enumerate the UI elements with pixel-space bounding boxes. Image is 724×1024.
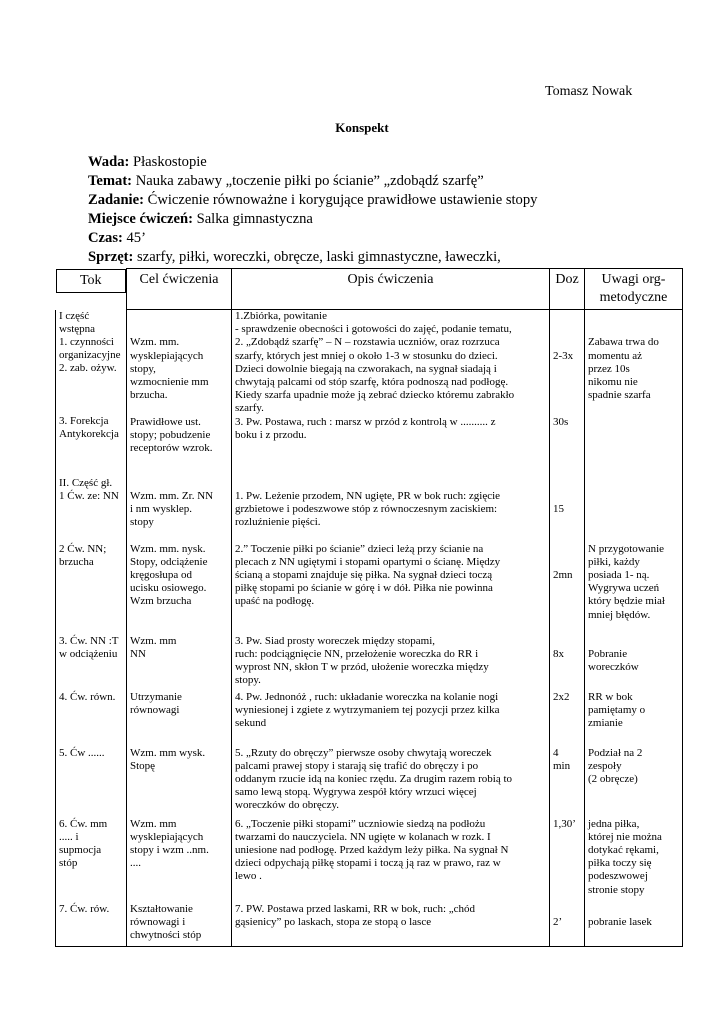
header-opis: Opis ćwiczenia — [232, 269, 550, 310]
document-title: Konspekt — [335, 120, 389, 135]
lesson-meta — [88, 153, 537, 267]
cell-uwagi: RR w bok pamiętamy o zmianie — [585, 691, 683, 747]
header-cel: Cel ćwiczenia — [127, 269, 232, 310]
cell-cel: Wzm. mm. Zr. NN i nm wysklep. stopy — [127, 477, 232, 543]
cell-opis: 1.Zbiórka, powitanie - sprawdzenie obecności i gotowości do zajęć, podanie tematu, 2. „Zdobądź szarfę” – N – rozstawia uczniów, oraz rozrzuca szarfy, których jest mniej o około 1-3 w stosunku do dzieci. Dzieci dowolnie biegają na czworakach, na sygnał siadają i chwytają palcami od stóp szarfę, która podnoszą nad podłogę. Kiedy szarfa upadnie może ją zebrać dziecko któremu zabrakło szarfy. 3. Pw. Postawa, ruch : marsz w przód z kontrolą w .......... z boku i z przodu. — [232, 310, 550, 477]
cell-doz: 8x — [550, 635, 585, 691]
cell-cel: Wzm. mm NN — [127, 635, 232, 691]
cell-opis: 7. PW. Postawa przed laskami, RR w bok, ruch: „chód gąsienicy” po laskach, stopa ze stopą o lasce — [232, 903, 550, 947]
table-header-row — [56, 269, 683, 310]
cell-cel: Wzm. mm wysk. Stopę — [127, 747, 232, 818]
table-row — [56, 691, 683, 747]
cell-uwagi — [585, 477, 683, 543]
cell-cel: Kształtowanie równowagi i chwytności stóp — [127, 903, 232, 947]
cell-tok: II. Część gł. 1 Ćw. ze: NN — [56, 477, 127, 543]
cell-opis: 4. Pw. Jednonóż , ruch: układanie woreczka na kolanie nogi wyniesionej i zgiete z wytrzymaniem tej pozycji przez kilka sekund — [232, 691, 550, 747]
cell-tok: 5. Ćw ...... — [56, 747, 127, 818]
header-doz: Doz — [550, 269, 585, 310]
cell-cel: Wzm. mm wysklepiających stopy i wzm ..nm. .... — [127, 818, 232, 903]
meta-zadanie: Zadanie: Ćwiczenie równoważne i korygujące prawidłowe ustawienie stopy — [88, 192, 538, 208]
table-row — [56, 310, 683, 477]
cell-opis: 3. Pw. Siad prosty woreczek między stopami, ruch: podciągnięcie NN, przełożenie woreczka do RR i wyprost NN, skłon T w przód, ułożenie woreczka między stopy. — [232, 635, 550, 691]
meta-temat: Temat: Nauka zabawy „toczenie piłki po ścianie” „zdobądź szarfę” — [88, 173, 484, 189]
cell-doz: 2-3x 30s — [550, 310, 585, 477]
meta-czas: Czas: 45’ — [88, 230, 146, 246]
cell-cel: Utrzymanie równowagi — [127, 691, 232, 747]
cell-tok: 7. Ćw. rów. — [56, 903, 127, 947]
cell-opis: 2.” Toczenie piłki po ścianie” dzieci leżą przy ścianie na plecach z NN ugiętymi i stopami opartymi o ścianę. Między ścianą a stopami znajduje się piłka. Na sygnał dzieci toczą piłkę stopami po ścianie w górę i w dół. Piłka nie powinna upaść na podłogę. — [232, 543, 550, 635]
cell-tok: 4. Ćw. równ. — [56, 691, 127, 747]
header-uwagi: Uwagi org- metodyczne — [585, 269, 683, 310]
cell-doz: 15 — [550, 477, 585, 543]
cell-doz: 1,30’ — [550, 818, 585, 903]
meta-sprzet: Sprzęt: szarfy, piłki, woreczki, obręcze, laski gimnastyczne, ławeczki, — [88, 249, 501, 265]
cell-cel: Wzm. mm. wysklepiających stopy, wzmocnienie mm brzucha. Prawidłowe ust. stopy; pobudzenie receptorów wzrok. — [127, 310, 232, 477]
meta-miejsce: Miejsce ćwiczeń: Salka gimnastyczna — [88, 211, 313, 227]
table-row — [56, 477, 683, 543]
cell-doz: 2x2 — [550, 691, 585, 747]
cell-tok: 6. Ćw. mm ..... i supmocja stóp — [56, 818, 127, 903]
cell-doz: 2’ — [550, 903, 585, 947]
cell-doz: 4 min — [550, 747, 585, 818]
author-name: Tomasz Nowak — [545, 84, 633, 99]
cell-uwagi: jedna piłka, której nie można dotykać rękami, piłka toczy się podeszwowej stronie stopy — [585, 818, 683, 903]
cell-uwagi: Podział na 2 zespoły (2 obręcze) — [585, 747, 683, 818]
cell-cel: Wzm. mm. nysk. Stopy, odciążenie kręgosłupa od ucisku osiowego. Wzm brzucha — [127, 543, 232, 635]
cell-opis: 6. „Toczenie piłki stopami” uczniowie siedzą na podłożu twarzami do nauczyciela. NN ugięte w kolanach w rozk. I uniesione nad podłogę. Przed każdym leży piłka. Na sygnał N dzieci odpychają piłkę stopami i toczą ją raz w prawo, raz w lewo . — [232, 818, 550, 903]
meta-wada: Wada: Płaskostopie — [88, 154, 207, 170]
table-row — [56, 818, 683, 903]
cell-opis: 5. „Rzuty do obręczy” pierwsze osoby chwytają woreczek palcami prawej stopy i starają się trafić do obręczy i po oddanym rzucie idą na koniec rzędu. Za drugim razem robią to samo lewą stopą. Wygrywa zespół który wrzuci więcej woreczków do obręczy. — [232, 747, 550, 818]
cell-uwagi: N przygotowanie piłki, każdy posiada 1- ną. Wygrywa uczeń który będzie miał mniej błędów. — [585, 543, 683, 635]
table-row — [56, 635, 683, 691]
cell-uwagi: pobranie lasek — [585, 903, 683, 947]
table-row — [56, 903, 683, 947]
cell-uwagi: Pobranie woreczków — [585, 635, 683, 691]
cell-uwagi: Zabawa trwa do momentu aż przez 10s nikomu nie spadnie szarfa — [585, 310, 683, 477]
lesson-plan-table — [55, 268, 683, 947]
cell-tok: 2 Ćw. NN; brzucha — [56, 543, 127, 635]
cell-tok: I część wstępna 1. czynności organizacyjne 2. zab. ożyw. 3. Forekcja Antykorekcja — [56, 310, 127, 477]
table-row — [56, 543, 683, 635]
cell-doz: 2mn — [550, 543, 585, 635]
cell-tok: 3. Ćw. NN :T w odciążeniu — [56, 635, 127, 691]
header-tok: Tok — [56, 269, 127, 293]
cell-opis: 1. Pw. Leżenie przodem, NN ugięte, PR w bok ruch: zgięcie grzbietowe i podeszwowe stóp z równoczesnym zaciskiem: rozluźnienie pięści. — [232, 477, 550, 543]
table-row — [56, 747, 683, 818]
